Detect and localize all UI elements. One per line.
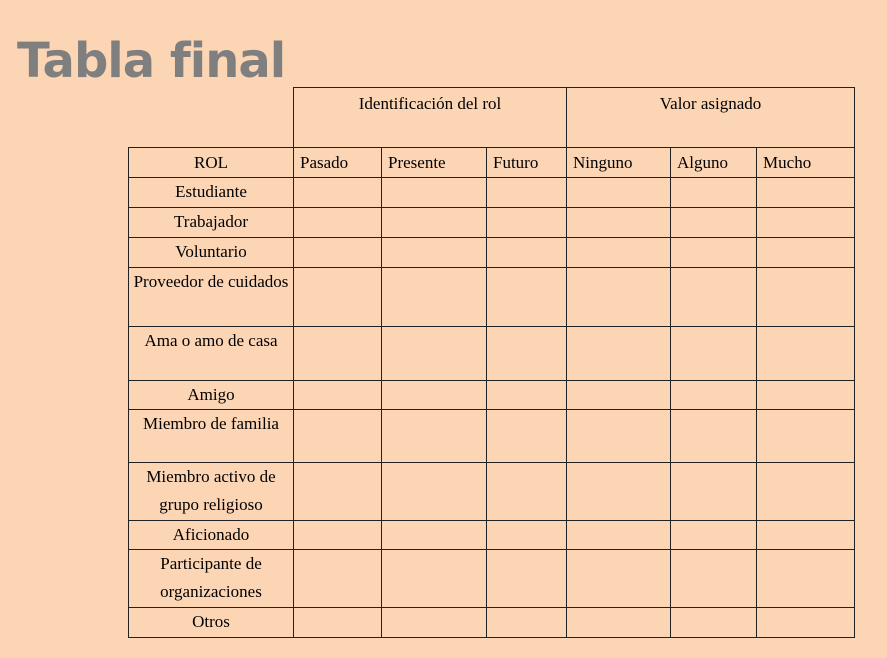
table-row [129, 238, 855, 268]
table-row [129, 608, 855, 638]
cell-presente[interactable] [382, 550, 487, 608]
role-name: Participante de organizaciones [129, 550, 294, 608]
roles-table [128, 87, 855, 638]
cell-alguno[interactable] [671, 521, 757, 550]
cell-alguno[interactable] [671, 268, 757, 327]
column-header-alguno: Alguno [671, 148, 757, 178]
cell-mucho[interactable] [757, 327, 855, 381]
role-name: Voluntario [129, 238, 294, 268]
cell-presente[interactable] [382, 381, 487, 410]
cell-mucho[interactable] [757, 268, 855, 327]
cell-pasado[interactable] [294, 208, 382, 238]
column-header-presente: Presente [382, 148, 487, 178]
table-row [129, 327, 855, 381]
cell-ninguno[interactable] [567, 550, 671, 608]
role-name: Miembro de familia [129, 410, 294, 463]
cell-presente[interactable] [382, 608, 487, 638]
cell-ninguno[interactable] [567, 381, 671, 410]
cell-pasado[interactable] [294, 327, 382, 381]
cell-presente[interactable] [382, 327, 487, 381]
cell-mucho[interactable] [757, 381, 855, 410]
cell-futuro[interactable] [487, 608, 567, 638]
cell-futuro[interactable] [487, 381, 567, 410]
cell-presente[interactable] [382, 463, 487, 521]
role-name: Ama o amo de casa [129, 327, 294, 381]
cell-ninguno[interactable] [567, 268, 671, 327]
cell-alguno[interactable] [671, 381, 757, 410]
role-name: Trabajador [129, 208, 294, 238]
cell-mucho[interactable] [757, 208, 855, 238]
table-row [129, 381, 855, 410]
column-header-mucho: Mucho [757, 148, 855, 178]
cell-presente[interactable] [382, 521, 487, 550]
cell-presente[interactable] [382, 208, 487, 238]
cell-presente[interactable] [382, 238, 487, 268]
column-header-futuro: Futuro [487, 148, 567, 178]
cell-pasado[interactable] [294, 608, 382, 638]
cell-futuro[interactable] [487, 178, 567, 208]
cell-futuro[interactable] [487, 268, 567, 327]
cell-futuro[interactable] [487, 550, 567, 608]
slide-title: Tabla final [17, 33, 286, 89]
cell-mucho[interactable] [757, 178, 855, 208]
cell-pasado[interactable] [294, 268, 382, 327]
cell-mucho[interactable] [757, 608, 855, 638]
role-name: Amigo [129, 381, 294, 410]
cell-alguno[interactable] [671, 238, 757, 268]
cell-alguno[interactable] [671, 608, 757, 638]
cell-alguno[interactable] [671, 327, 757, 381]
table-row [129, 463, 855, 521]
cell-alguno[interactable] [671, 463, 757, 521]
cell-mucho[interactable] [757, 410, 855, 463]
group-header-identification: Identificación del rol [294, 88, 567, 148]
cell-futuro[interactable] [487, 521, 567, 550]
cell-pasado[interactable] [294, 521, 382, 550]
cell-ninguno[interactable] [567, 410, 671, 463]
table-row [129, 208, 855, 238]
cell-ninguno[interactable] [567, 608, 671, 638]
column-header-ninguno: Ninguno [567, 148, 671, 178]
cell-mucho[interactable] [757, 238, 855, 268]
cell-alguno[interactable] [671, 550, 757, 608]
cell-ninguno[interactable] [567, 327, 671, 381]
cell-futuro[interactable] [487, 463, 567, 521]
cell-presente[interactable] [382, 268, 487, 327]
cell-mucho[interactable] [757, 521, 855, 550]
cell-pasado[interactable] [294, 410, 382, 463]
role-name: Miembro activo de grupo religioso [129, 463, 294, 521]
table-row [129, 410, 855, 463]
table-row [129, 268, 855, 327]
cell-alguno[interactable] [671, 410, 757, 463]
cell-pasado[interactable] [294, 550, 382, 608]
column-header-rol: ROL [129, 148, 294, 178]
cell-ninguno[interactable] [567, 178, 671, 208]
column-header-pasado: Pasado [294, 148, 382, 178]
cell-mucho[interactable] [757, 550, 855, 608]
role-name: Estudiante [129, 178, 294, 208]
table-row [129, 178, 855, 208]
cell-pasado[interactable] [294, 463, 382, 521]
cell-pasado[interactable] [294, 178, 382, 208]
table-row [129, 550, 855, 608]
cell-futuro[interactable] [487, 238, 567, 268]
cell-presente[interactable] [382, 178, 487, 208]
cell-futuro[interactable] [487, 327, 567, 381]
group-header-value: Valor asignado [567, 88, 855, 148]
cell-ninguno[interactable] [567, 463, 671, 521]
cell-alguno[interactable] [671, 178, 757, 208]
blank-corner [129, 88, 294, 148]
cell-ninguno[interactable] [567, 238, 671, 268]
cell-presente[interactable] [382, 410, 487, 463]
cell-futuro[interactable] [487, 208, 567, 238]
cell-alguno[interactable] [671, 208, 757, 238]
cell-mucho[interactable] [757, 463, 855, 521]
cell-pasado[interactable] [294, 381, 382, 410]
role-name: Proveedor de cuidados [129, 268, 294, 327]
role-name: Otros [129, 608, 294, 638]
cell-pasado[interactable] [294, 238, 382, 268]
role-name: Aficionado [129, 521, 294, 550]
cell-ninguno[interactable] [567, 208, 671, 238]
cell-ninguno[interactable] [567, 521, 671, 550]
cell-futuro[interactable] [487, 410, 567, 463]
table-row [129, 521, 855, 550]
